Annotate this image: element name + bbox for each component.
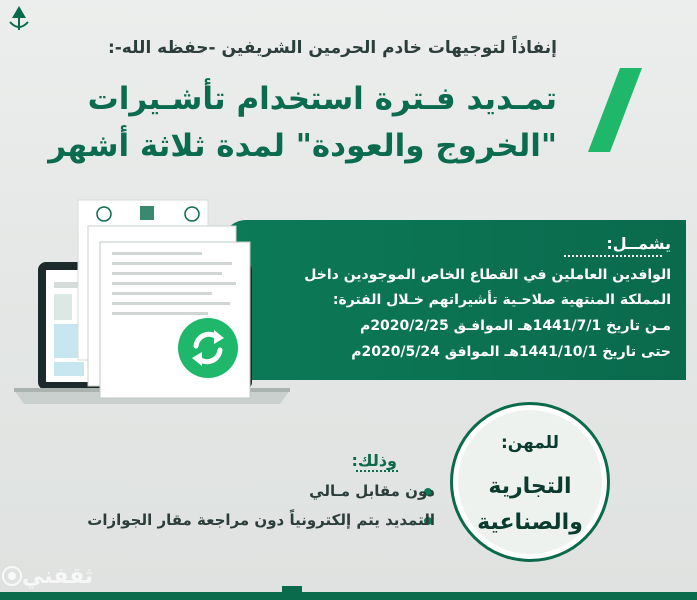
- panel-line: مـن تاريخ 1441/7/1هـ الموافـق 2020/2/25م: [360, 318, 671, 334]
- emblem-icon: [6, 4, 32, 34]
- panel-line: المملكة المنتهية صلاحـية تأشيراتهم خـلال الفترة:: [332, 292, 671, 308]
- laptop-illustration: [0, 190, 345, 420]
- panel-line: الوافدين العاملين في القطاع الخاص الموجودين داخل: [304, 267, 671, 283]
- note-item: دون مقابل مـالي: [309, 482, 435, 500]
- heading-underline: [564, 255, 662, 257]
- page-title-line2: "الخروج والعودة" لمدة ثلاثة أشهر: [48, 128, 557, 164]
- badge-line: والصناعية: [477, 510, 583, 535]
- bottom-bar: [0, 592, 697, 600]
- watermark-text: ثقفني: [22, 564, 94, 589]
- note-item: التمديد يتم إلكترونياً دون مراجعة مقار الجوازات: [87, 511, 435, 529]
- badge-line: التجارية: [488, 474, 572, 499]
- notes-heading: وذلك:: [351, 451, 397, 470]
- intro-text: إنفاذاً لتوجيهات خادم الحرمين الشريفين -حفظه الله-:: [107, 38, 557, 58]
- notes-underline: [356, 470, 398, 472]
- page-title-line1: تمـديد فـترة استخدام تأشـيرات: [87, 81, 557, 117]
- refresh-icon: [176, 316, 240, 380]
- panel-heading: يشمــل:: [606, 234, 671, 253]
- badge-label: للمهن:: [500, 433, 560, 453]
- quote-icon: [580, 62, 650, 158]
- panel-line: حتى تاريخ 1441/10/1هـ الموافق 2020/5/24م: [351, 344, 671, 360]
